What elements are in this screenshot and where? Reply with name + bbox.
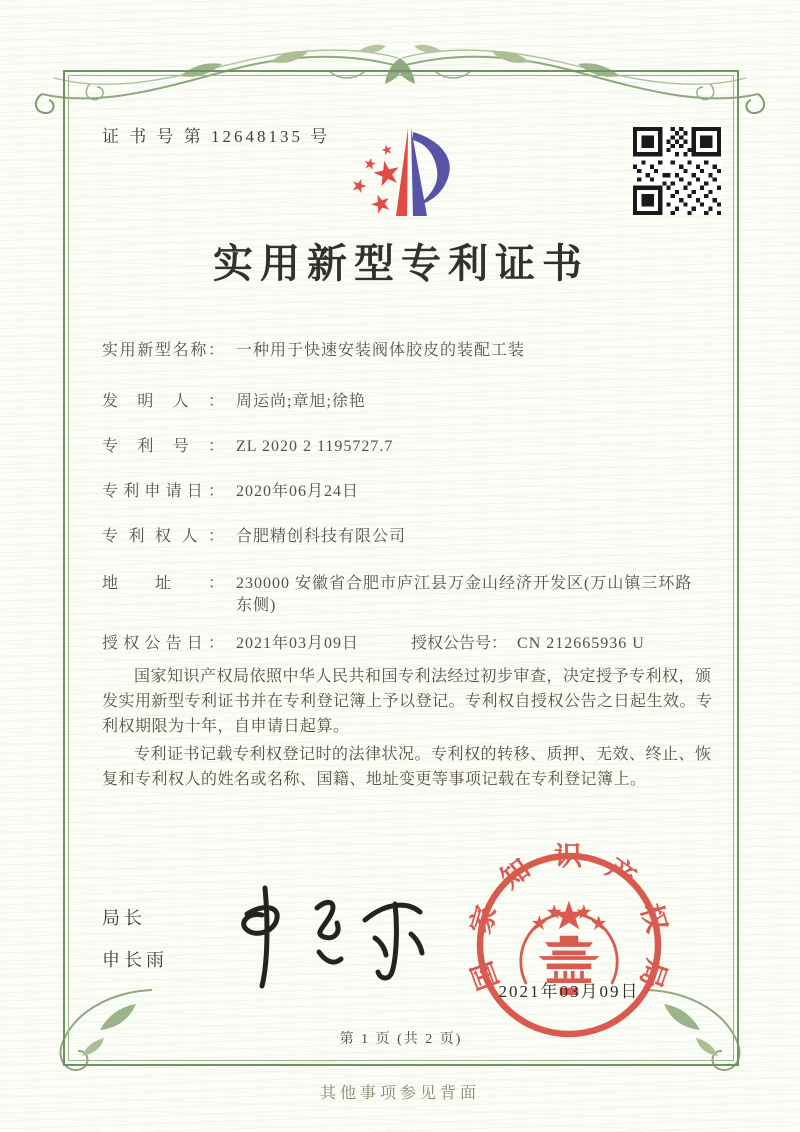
legal-paragraph-2: 专利证书记载专利权登记时的法律状况。专利权的转移、质押、无效、终止、恢复和专利权人的姓名或名称、国籍、地址变更等事项记载在专利登记簿上。 (102, 746, 712, 788)
field-value: 230000 安徽省合肥市庐江县万金山经济开发区(万山镇三环路东侧) (236, 575, 693, 614)
field-label: 授权公告号： (411, 635, 508, 652)
field-row-inventors (102, 391, 712, 413)
field-label: 专利申请日： (102, 483, 224, 500)
certificate-border (63, 70, 739, 1066)
field-row-address (102, 573, 712, 617)
field-row-filing-date (102, 481, 712, 503)
signer-block (102, 904, 168, 988)
field-value: ZL 2020 2 1195727.7 (236, 438, 394, 455)
field-label: 授权公告日： (102, 635, 224, 652)
field-value: 合肥精创科技有限公司 (236, 528, 407, 545)
grant-number-pair (411, 633, 645, 655)
certificate-title: 实用新型专利证书 (213, 241, 589, 286)
field-label: 专利号： (102, 438, 224, 455)
field-row-patent-number (102, 436, 712, 458)
field-row-grant (102, 633, 712, 655)
certificate-number: 证 书 号 第 12648135 号 (102, 127, 331, 146)
field-value: 一种用于快速安装阀体胶皮的装配工装 (236, 342, 526, 359)
field-label: 地址： (102, 575, 224, 592)
legal-text (102, 664, 716, 795)
field-value: 2021年03月09日 (236, 635, 360, 652)
field-label: 专利权人： (102, 528, 224, 545)
field-value: 周运尚;章旭;徐艳 (236, 393, 366, 410)
back-side-note: 其他事项参见背面 (319, 1085, 480, 1102)
field-label: 发明人： (102, 393, 224, 410)
official-seal-icon (467, 843, 671, 1047)
page-number: 第 1 页 (共 2 页) (339, 1032, 463, 1047)
cnipa-logo-icon (337, 112, 507, 240)
seal-date: 2021年03月09日 (498, 982, 640, 1001)
director-signature-icon (215, 880, 445, 995)
certificate-fields (102, 340, 712, 678)
field-row-patentee (102, 526, 712, 548)
field-label: 实用新型名称： (102, 342, 224, 359)
signer-name: 申长雨 (102, 950, 168, 970)
field-value: CN 212665936 U (517, 635, 645, 652)
legal-paragraph-1: 国家知识产权局依照中华人民共和国专利法经过初步审查，决定授予专利权，颁发实用新型专利证书并在专利登记簿上予以登记。专利权自授权公告之日起生效。专利权期限为十年，自申请日起算。 (102, 668, 713, 735)
signer-title: 局长 (102, 908, 146, 928)
seal-text: 国家知识产权局 (467, 843, 671, 995)
field-value: 2020年06月24日 (236, 483, 360, 500)
qr-code-icon (633, 127, 721, 215)
field-row-name (102, 340, 712, 362)
